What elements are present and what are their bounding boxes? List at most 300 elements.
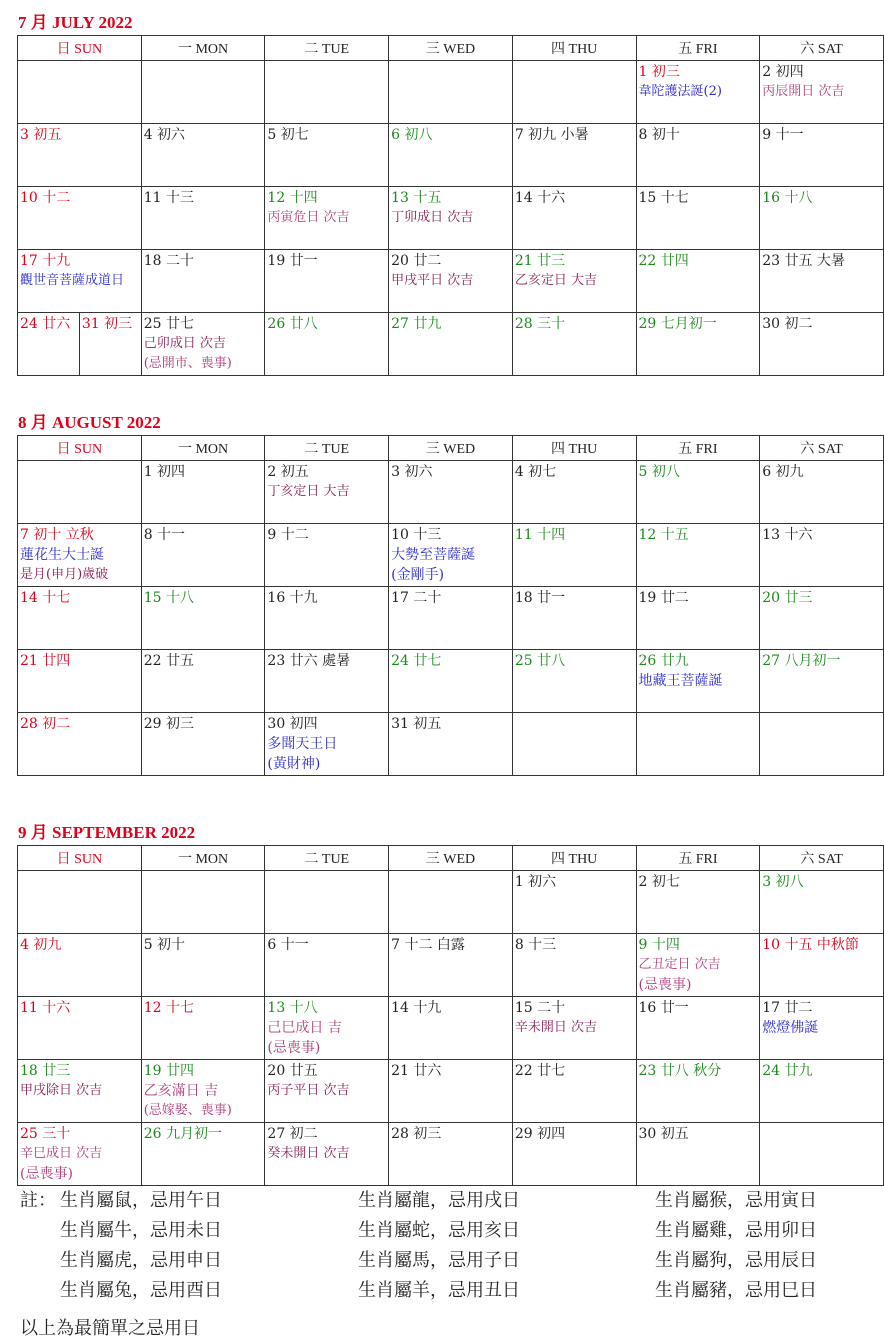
day-note: (金剛手)	[391, 567, 445, 583]
day-content	[760, 934, 883, 955]
day-number: 6 初九	[762, 464, 804, 480]
day-content	[637, 934, 760, 995]
day-number: 17 廿二	[762, 1000, 813, 1016]
day-cell	[18, 650, 142, 713]
day-content	[637, 997, 760, 1018]
day-content	[142, 461, 265, 482]
day-number: 18 廿三	[20, 1063, 71, 1079]
day-cell	[760, 650, 884, 713]
day-cell	[141, 461, 265, 524]
day-content	[265, 1060, 388, 1101]
day-cell	[760, 313, 884, 376]
empty-day-cell	[265, 61, 389, 124]
day-content	[760, 997, 883, 1038]
day-number: 1 初六	[514, 874, 557, 890]
day-number: 14 十七	[20, 590, 71, 606]
day-number: 11 十三	[143, 190, 194, 206]
day-cell	[18, 587, 142, 650]
day-number: 23 廿五 大暑	[762, 253, 845, 269]
weekday-header: 五 FRI	[636, 36, 760, 61]
day-content	[18, 650, 141, 671]
weekday-header: 四 THU	[512, 846, 636, 871]
day-number: 22 廿五	[143, 653, 194, 669]
day-number: 26 九月初一	[143, 1126, 222, 1142]
day-cell	[512, 124, 636, 187]
day-cell	[512, 650, 636, 713]
day-content	[265, 187, 388, 228]
notes-row	[20, 1216, 880, 1246]
weekday-header: 三 WED	[389, 436, 513, 461]
day-number: 29 初四	[514, 1126, 566, 1142]
day-content	[18, 1123, 141, 1184]
day-number: 15 二十	[514, 1000, 566, 1016]
day-content	[760, 871, 883, 892]
day-cell	[141, 1060, 265, 1123]
day-number: 24 廿九	[762, 1063, 813, 1079]
day-cell	[265, 713, 389, 776]
notes-footer: 以上為最簡單之忌用日	[20, 1318, 200, 1339]
day-content	[760, 313, 883, 334]
day-cell	[265, 250, 389, 313]
day-content	[637, 313, 760, 334]
day-cell	[18, 124, 142, 187]
weekday-header: 日 SUN	[18, 436, 142, 461]
day-content	[142, 997, 265, 1018]
day-cell	[636, 461, 760, 524]
day-cell	[512, 250, 636, 313]
day-cell	[18, 997, 142, 1060]
day-number: 30 初四	[267, 716, 318, 732]
day-content	[265, 124, 388, 145]
day-content	[142, 1123, 265, 1144]
day-number: 16 廿一	[638, 1000, 689, 1016]
day-cell	[265, 187, 389, 250]
day-content	[513, 1060, 636, 1081]
day-note: 韋陀護法誕(2)	[638, 84, 722, 99]
day-number: 18 二十	[143, 253, 194, 269]
day-number: 27 初二	[267, 1126, 318, 1142]
day-content	[18, 250, 141, 291]
month-title-september: 9 月 SEPTEMBER 2022	[18, 823, 196, 842]
day-number: 28 初三	[391, 1126, 442, 1142]
day-cell	[389, 250, 513, 313]
day-content	[389, 524, 512, 585]
day-content	[760, 250, 883, 271]
day-content	[389, 997, 512, 1018]
day-cell	[265, 934, 389, 997]
weekday-header: 日 SUN	[18, 846, 142, 871]
day-number: 7 初九 小暑	[514, 127, 589, 143]
day-cell	[389, 587, 513, 650]
day-number: 9 十四	[638, 937, 680, 953]
day-number: 3 初五	[20, 127, 62, 143]
day-note: 丙寅危日 次吉	[267, 210, 350, 225]
day-cell	[760, 461, 884, 524]
day-cell	[389, 1060, 513, 1123]
day-content	[637, 587, 760, 608]
day-content	[637, 61, 760, 102]
day-number: 22 廿四	[638, 253, 689, 269]
weekday-header: 五 FRI	[636, 436, 760, 461]
day-number: 12 十五	[638, 527, 689, 543]
day-content	[142, 313, 265, 374]
day-number: 9 十一	[762, 127, 804, 143]
note-text: 生肖屬虎，忌用申日	[60, 1250, 222, 1271]
day-number: 11 十四	[514, 527, 566, 543]
week-row	[18, 250, 884, 313]
day-number: 15 十八	[143, 590, 194, 606]
day-number: 3 初六	[391, 464, 433, 480]
day-note: 己巳成日 吉	[267, 1020, 342, 1036]
day-content	[265, 461, 388, 502]
day-cell	[512, 524, 636, 587]
day-cell	[636, 61, 760, 124]
day-content	[265, 713, 388, 774]
day-cell	[760, 61, 884, 124]
day-number: 27 八月初一	[762, 653, 841, 669]
day-content	[513, 461, 636, 482]
day-cell	[512, 1123, 636, 1186]
weekday-header: 二 TUE	[265, 846, 389, 871]
day-note: 蓮花生大士誕	[20, 547, 104, 563]
day-cell	[141, 187, 265, 250]
week-row	[18, 871, 884, 934]
day-content	[18, 1060, 141, 1101]
day-number: 16 十八	[762, 190, 813, 206]
day-content	[18, 587, 141, 608]
calendar-september	[17, 845, 884, 1186]
empty-day-cell	[18, 461, 142, 524]
day-cell	[265, 587, 389, 650]
day-cell	[18, 250, 142, 313]
day-number: 19 廿一	[267, 253, 318, 269]
day-number: 4 初六	[143, 127, 186, 143]
day-number: 21 廿六	[391, 1063, 442, 1079]
day-cell	[512, 934, 636, 997]
day-cell	[636, 1123, 760, 1186]
day-cell	[18, 713, 142, 776]
empty-day-cell	[141, 61, 265, 124]
weekday-header: 二 TUE	[265, 36, 389, 61]
day-number: 26 廿八	[267, 316, 318, 332]
weekday-header: 六 SAT	[760, 846, 884, 871]
day-number: 24 廿七	[391, 653, 442, 669]
day-cell	[760, 997, 884, 1060]
note-text: 生肖屬蛇，忌用亥日	[358, 1220, 520, 1241]
split-day-cell	[18, 313, 141, 375]
day-content	[142, 713, 265, 734]
weekday-header: 一 MON	[141, 846, 265, 871]
weekday-header-row	[18, 846, 884, 871]
day-content	[389, 461, 512, 482]
day-cell	[636, 313, 760, 376]
day-cell	[141, 650, 265, 713]
weekday-header: 日 SUN	[18, 36, 142, 61]
notes-row	[20, 1246, 880, 1276]
day-content	[265, 250, 388, 271]
day-number: 16 十九	[267, 590, 318, 606]
day-number: 24 廿六	[20, 316, 71, 332]
day-number: 8 十一	[143, 527, 186, 543]
note-text: 生肖屬猴，忌用寅日	[655, 1190, 817, 1211]
day-number: 22 廿七	[514, 1063, 566, 1079]
day-content	[513, 871, 636, 892]
day-number: 3 初八	[762, 874, 804, 890]
day-cell	[760, 250, 884, 313]
day-cell	[512, 997, 636, 1060]
week-row	[18, 461, 884, 524]
day-cell	[18, 313, 142, 376]
day-number: 2 初五	[267, 464, 309, 480]
day-cell	[389, 461, 513, 524]
note-text: 生肖屬龍，忌用戌日	[358, 1190, 520, 1211]
day-content	[389, 313, 512, 334]
day-cell	[141, 713, 265, 776]
week-row	[18, 187, 884, 250]
day-cell	[18, 1123, 142, 1186]
day-cell	[636, 524, 760, 587]
day-note: (忌喪事)	[638, 977, 692, 993]
day-cell	[265, 997, 389, 1060]
note-text: 生肖屬雞，忌用卯日	[655, 1220, 817, 1241]
week-row	[18, 313, 884, 376]
day-cell	[760, 934, 884, 997]
day-number: 13 十八	[267, 1000, 318, 1016]
day-content	[389, 650, 512, 671]
day-cell	[512, 187, 636, 250]
weekday-header: 一 MON	[141, 36, 265, 61]
day-number: 19 廿二	[638, 590, 689, 606]
day-cell	[636, 124, 760, 187]
day-content	[18, 934, 141, 955]
day-number: 10 十二	[20, 190, 71, 206]
day-content	[142, 524, 265, 545]
day-number: 26 廿九	[638, 653, 689, 669]
day-cell	[141, 313, 265, 376]
day-number: 13 十五	[391, 190, 442, 206]
day-note: 辛未開日 次吉	[514, 1020, 597, 1035]
calendar-august	[17, 435, 884, 776]
day-content	[265, 650, 388, 671]
day-cell	[265, 1060, 389, 1123]
day-note: (忌喪事)	[267, 1040, 321, 1056]
day-note: (忌喪事)	[20, 1166, 73, 1182]
day-number: 10 十五 中秋節	[762, 937, 859, 953]
empty-day-cell	[636, 713, 760, 776]
day-content	[389, 187, 512, 228]
weekday-header-row	[18, 436, 884, 461]
day-cell	[141, 934, 265, 997]
empty-day-cell	[512, 61, 636, 124]
weekday-header: 一 MON	[141, 436, 265, 461]
day-cell	[141, 124, 265, 187]
day-content	[18, 187, 141, 208]
day-cell	[389, 187, 513, 250]
day-number: 2 初七	[638, 874, 680, 890]
day-cell	[636, 871, 760, 934]
day-content	[389, 250, 512, 291]
day-cell	[512, 1060, 636, 1123]
week-row	[18, 61, 884, 124]
day-content	[389, 1060, 512, 1081]
day-note: 大勢至菩薩誕	[391, 547, 476, 563]
day-content	[389, 934, 512, 955]
week-row	[18, 934, 884, 997]
week-row	[18, 587, 884, 650]
day-cell	[389, 650, 513, 713]
day-cell	[760, 524, 884, 587]
zodiac-notes	[20, 1186, 880, 1306]
day-content	[637, 524, 760, 545]
day-content	[265, 313, 388, 334]
day-number: 17 二十	[391, 590, 442, 606]
day-cell	[265, 524, 389, 587]
day-content	[18, 124, 141, 145]
day-number: 9 十二	[267, 527, 309, 543]
day-cell	[512, 587, 636, 650]
day-note: 丁亥定日 大吉	[267, 484, 350, 499]
week-row	[18, 997, 884, 1060]
day-content	[265, 934, 388, 955]
empty-day-cell	[18, 61, 142, 124]
notes-row	[20, 1186, 880, 1216]
day-number: 30 初二	[762, 316, 813, 332]
note-text: 生肖屬牛，忌用未日	[60, 1220, 222, 1241]
day-content	[513, 934, 636, 955]
empty-day-cell	[760, 713, 884, 776]
day-cell	[760, 1060, 884, 1123]
day-note: 地藏王菩薩誕	[638, 673, 723, 689]
day-content	[513, 250, 636, 291]
day-content	[265, 524, 388, 545]
day-cell	[636, 587, 760, 650]
day-number: 11 十六	[20, 1000, 71, 1016]
day-content	[637, 250, 760, 271]
day-content	[389, 587, 512, 608]
day-content	[760, 524, 883, 545]
day-cell	[636, 187, 760, 250]
day-cell	[141, 587, 265, 650]
day-note: 乙亥定日 大吉	[514, 273, 597, 288]
day-number: 28 三十	[514, 316, 566, 332]
day-cell	[636, 934, 760, 997]
day-content	[265, 1123, 388, 1164]
day-cell	[760, 587, 884, 650]
day-number: 29 初三	[143, 716, 194, 732]
day-content	[760, 461, 883, 482]
day-content	[18, 997, 141, 1018]
day-number: 23 廿八 秋分	[638, 1063, 722, 1079]
day-content	[142, 187, 265, 208]
day-content	[142, 1060, 265, 1121]
day-cell	[760, 187, 884, 250]
day-note: 燃燈佛誕	[762, 1020, 819, 1036]
day-number: 21 廿三	[514, 253, 566, 269]
day-content	[142, 250, 265, 271]
day-content	[637, 461, 760, 482]
day-note: 丙辰開日 次吉	[762, 84, 845, 99]
day-cell	[265, 650, 389, 713]
day-cell	[265, 461, 389, 524]
day-number: 1 初四	[143, 464, 186, 480]
day-number: 12 十七	[143, 1000, 194, 1016]
day-number: 21 廿四	[20, 653, 71, 669]
week-row	[18, 524, 884, 587]
day-cell	[18, 524, 142, 587]
day-number: 7 十二 白露	[391, 937, 465, 953]
day-note: (忌開市、喪事)	[143, 356, 232, 371]
day-number: 8 初十	[638, 127, 680, 143]
empty-day-cell	[141, 871, 265, 934]
day-number: 4 初七	[514, 464, 557, 480]
day-number: 4 初九	[20, 937, 62, 953]
weekday-header: 三 WED	[389, 36, 513, 61]
note-text: 生肖屬羊，忌用丑日	[358, 1280, 520, 1301]
weekday-header: 五 FRI	[636, 846, 760, 871]
day-number: 12 十四	[267, 190, 318, 206]
day-number: 17 十九	[20, 253, 71, 269]
day-cell	[760, 871, 884, 934]
day-number: 10 十三	[391, 527, 442, 543]
day-number: 6 初八	[391, 127, 433, 143]
day-number: 31 初三	[79, 313, 141, 375]
day-cell	[512, 313, 636, 376]
day-content	[142, 650, 265, 671]
week-row	[18, 1123, 884, 1186]
day-content	[637, 1123, 760, 1144]
day-number: 20 廿二	[391, 253, 442, 269]
weekday-header: 六 SAT	[760, 436, 884, 461]
day-number: 25 廿八	[514, 653, 566, 669]
day-cell	[265, 1123, 389, 1186]
day-number: 14 十九	[391, 1000, 442, 1016]
weekday-header: 四 THU	[512, 436, 636, 461]
day-number: 30 初五	[638, 1126, 689, 1142]
day-note: 觀世音菩薩成道日	[20, 273, 125, 288]
day-note: 是月(申月)歲破	[20, 567, 109, 582]
day-number: 13 十六	[762, 527, 813, 543]
weekday-header-row	[18, 36, 884, 61]
day-cell	[389, 124, 513, 187]
notes-label: 註：	[20, 1190, 56, 1211]
day-number: 8 十三	[514, 937, 557, 953]
day-cell	[18, 934, 142, 997]
day-content	[513, 1123, 636, 1144]
day-number: 20 廿三	[762, 590, 813, 606]
weekday-header: 三 WED	[389, 846, 513, 871]
day-note: 甲戌平日 次吉	[391, 273, 474, 288]
day-content	[513, 124, 636, 145]
day-cell	[389, 934, 513, 997]
day-content	[513, 313, 636, 334]
week-row	[18, 124, 884, 187]
day-note: 丁卯成日 次吉	[391, 210, 474, 225]
empty-day-cell	[18, 871, 142, 934]
day-cell	[636, 997, 760, 1060]
weekday-header: 二 TUE	[265, 436, 389, 461]
day-content	[760, 124, 883, 145]
week-row	[18, 713, 884, 776]
week-row	[18, 650, 884, 713]
day-content	[513, 524, 636, 545]
day-content	[513, 997, 636, 1038]
day-number: 28 初二	[20, 716, 71, 732]
day-cell	[18, 1060, 142, 1123]
day-cell	[636, 650, 760, 713]
day-cell	[512, 461, 636, 524]
day-content	[265, 587, 388, 608]
day-cell	[636, 1060, 760, 1123]
